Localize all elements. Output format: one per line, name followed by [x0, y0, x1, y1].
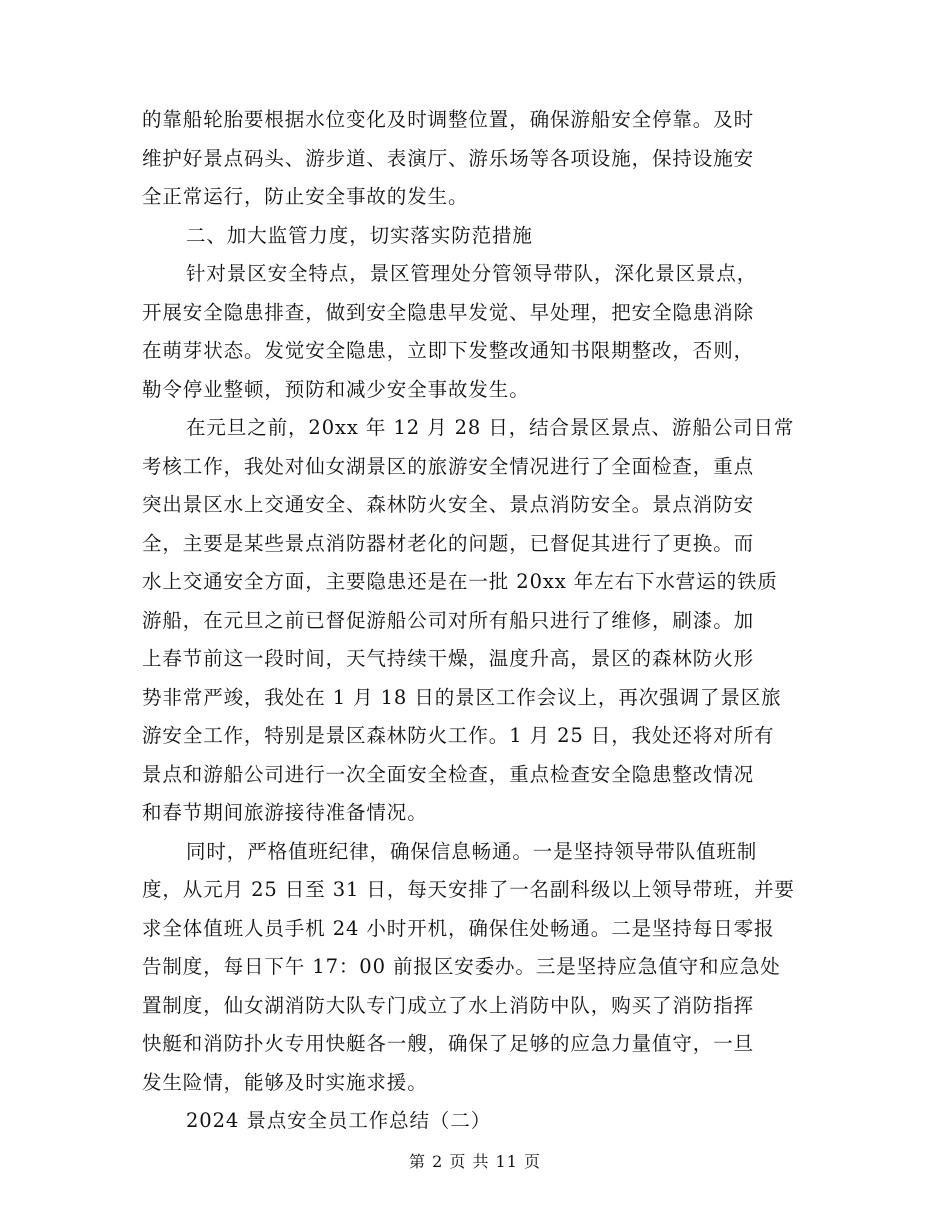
text-line: 发生险情，能够及时实施求援。	[142, 1070, 428, 1094]
text-line: 景点和游船公司进行一次全面安全检查，重点检查安全隐患整改情况	[142, 762, 755, 786]
text-line: 全正常运行，防止安全事故的发生。	[142, 185, 469, 208]
text-line: 快艇和消防扑火专用快艇各一艘，确保了足够的应急力量值守，一旦	[142, 1032, 755, 1055]
text-line: 开展安全隐患排查，做到安全隐患早发觉、早处理，把安全隐患消除	[142, 300, 755, 324]
document-body	[142, 101, 807, 1141]
text-line: 在元旦之前，20xx 年 12 月 28 日，结合景区景点、游船公司日常	[186, 416, 795, 439]
text-line: 告制度，每日下午 17：00 前报区安委办。三是坚持应急值守和应急处	[142, 955, 781, 978]
text-line: 考核工作，我处对仙女湖景区的旅游安全情况进行了全面检查，重点	[142, 454, 755, 478]
text-line: 的靠船轮胎要根据水位变化及时调整位置，确保游船安全停靠。及时	[142, 108, 755, 131]
text-line: 求全体值班人员手机 24 小时开机，确保住处畅通。二是坚持每日零报	[142, 916, 775, 940]
text-line: 勒令停业整顿，预防和减少安全事故发生。	[142, 377, 530, 401]
text-line: 上春节前这一段时间，天气持续干燥，温度升高，景区的森林防火形	[142, 647, 755, 670]
section-heading: 二、加大监管力度，切实落实防范措施	[186, 223, 533, 247]
text-line: 游船，在元旦之前已督促游船公司对所有船只进行了维修，刷漆。加	[142, 608, 755, 632]
text-line: 势非常严竣，我处在 1 月 18 日的景区工作会议上，再次强调了景区旅	[142, 685, 782, 709]
text-line: 同时，严格值班纪律，确保信息畅通。一是坚持领导带队值班制	[186, 839, 758, 863]
text-line: 全，主要是某些景点消防器材老化的问题，已督促其进行了更换。而	[142, 531, 755, 555]
text-line: 水上交通安全方面，主要隐患还是在一批 20xx 年左右下水营运的铁质	[142, 570, 778, 593]
text-line: 置制度，仙女湖消防大队专门成立了水上消防中队，购买了消防指挥	[142, 993, 755, 1017]
section-title: 2024 景点安全员工作总结（二）	[186, 1109, 492, 1132]
text-line: 维护好景点码头、游步道、表演厅、游乐场等各项设施，保持设施安	[142, 146, 755, 170]
text-line: 游安全工作，特别是景区森林防火工作。1 月 25 日，我处还将对所有	[142, 724, 775, 747]
text-line: 突出景区水上交通安全、森林防火安全、景点消防安全。景点消防安	[142, 493, 755, 516]
page-number: 第 2 页 共 11 页	[409, 1152, 541, 1171]
text-line: 度，从元月 25 日至 31 日，每天安排了一名副科级以上领导带班，并要	[142, 878, 795, 901]
text-line: 和春节期间旅游接待准备情况。	[142, 801, 428, 824]
text-line: 在萌芽状态。发觉安全隐患，立即下发整改通知书限期整改，否则，	[142, 339, 755, 362]
text-line: 针对景区安全特点，景区管理处分管领导带队，深化景区景点，	[186, 262, 758, 285]
